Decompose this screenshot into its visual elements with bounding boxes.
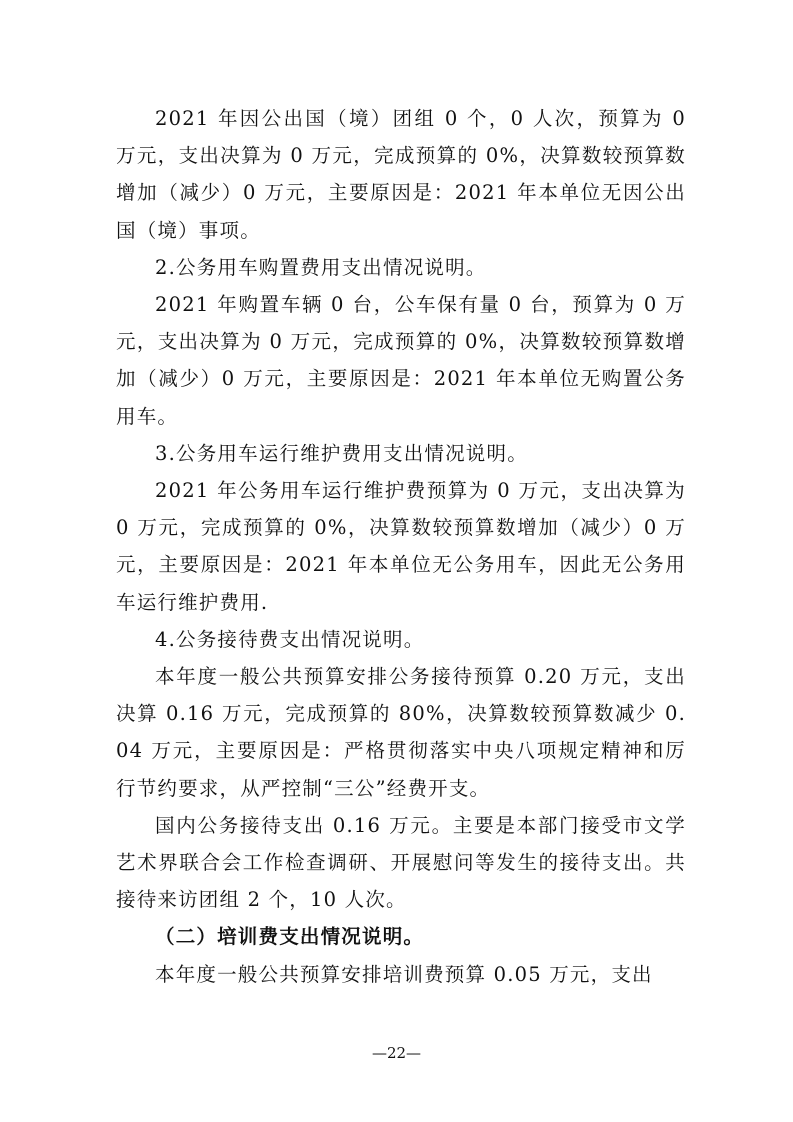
paragraph-domestic-reception: 国内公务接待支出 0.16 万元。主要是本部门接受市文学艺术界联合会工作检查调研、开展慰问等发生的接待支出。共接待来访团组 2 个，10 人次。 [116, 813, 686, 912]
heading-training: （二）培训费支出情况说明。 [155, 925, 425, 949]
paragraph-reception-budget: 本年度一般公共预算安排公务接待预算 0.20 万元，支出决算 0.16 万元，完成预算的 80%，决算数较预算数减少 0.04 万元，主要原因是：严格贯彻落实中央八项规定精神和厉行节约要求，从严控制“三公”经费开支。 [116, 665, 686, 800]
page-number: —22— [371, 1044, 422, 1062]
heading-reception: 4.公务接待费支出情况说明。 [155, 627, 425, 651]
paragraph-overseas-trips: 2021 年因公出国（境）团组 0 个，0 人次，预算为 0 万元，支出决算为 0 万元，完成预算的 0%，决算数较预算数增加（减少）0 万元，主要原因是：2021 年本单位无因公出国（境）事项。 [116, 107, 686, 242]
paragraph-training: 本年度一般公共预算安排培训费预算 0.05 万元，支出 [155, 962, 653, 986]
paragraph-vehicle-maintenance: 2021 年公务用车运行维护费预算为 0 万元，支出决算为 0 万元，完成预算的 0%，决算数较预算数增加（减少）0 万元，主要原因是：2021 年本单位无公务用车，因此无公务用车运行维护费用. [116, 479, 686, 614]
paragraph-vehicle-purchase: 2021 年购置车辆 0 台，公车保有量 0 台，预算为 0 万元，支出决算为 0 万元，完成预算的 0%，决算数较预算数增加（减少）0 万元，主要原因是：2021 年本单位无购置公务用车。 [116, 293, 686, 428]
document-body [116, 100, 686, 993]
heading-vehicle-purchase: 2.公务用车购置费用支出情况说明。 [155, 255, 487, 279]
heading-vehicle-maintenance: 3.公务用车运行维护费用支出情况说明。 [155, 441, 528, 465]
